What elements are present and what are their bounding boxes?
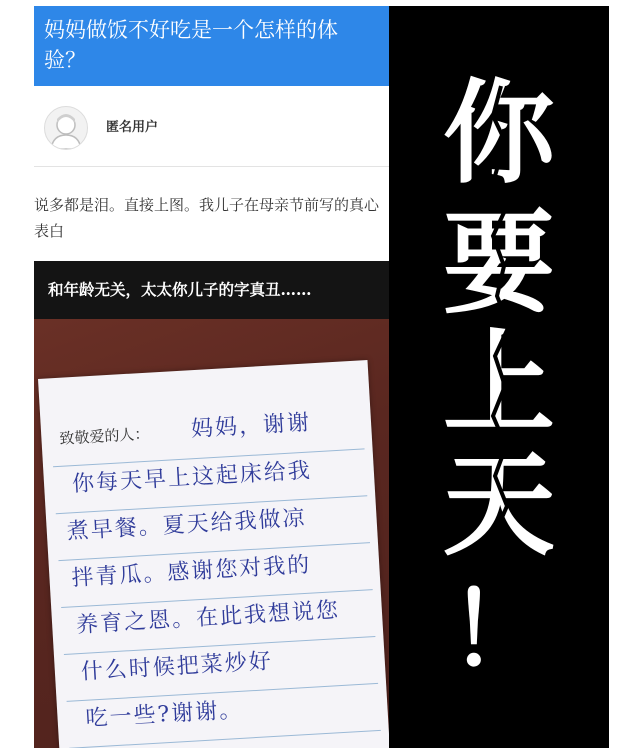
user-name[interactable]: 匿名用户 bbox=[106, 120, 159, 135]
letter-line-3: 煮早餐。夏天给我做凉 bbox=[66, 505, 308, 545]
banner-panel bbox=[389, 6, 609, 748]
handwritten-letter bbox=[38, 360, 389, 748]
letter-line-2: 你每天早上这起床给我 bbox=[71, 458, 313, 498]
banner-char-5: ！ bbox=[449, 572, 549, 689]
zhihu-answer-panel bbox=[34, 6, 389, 748]
letter-photo bbox=[34, 319, 389, 748]
letter-salutation: 致敬爱的人： bbox=[58, 424, 150, 448]
banner-char-1: 你 bbox=[443, 69, 555, 199]
banner-char-3: 上 bbox=[443, 319, 555, 449]
question-header bbox=[34, 6, 389, 86]
banner-char-4: 天 bbox=[443, 441, 555, 571]
letter-line-6: 什么时候把菜炒好 bbox=[80, 648, 274, 685]
question-title[interactable]: 妈妈做饭不好吃是一个怎样的体验？ bbox=[44, 18, 338, 72]
answer-text: 说多都是泪。直接上图。我儿子在母亲节前写的真心表白 bbox=[34, 196, 380, 240]
banner-char-2: 要 bbox=[443, 199, 555, 329]
anonymous-avatar-icon[interactable] bbox=[44, 106, 88, 150]
letter-line-1: 妈妈，谢谢 bbox=[190, 410, 312, 443]
letter-line-5: 养育之恩。在此我想说您 bbox=[75, 598, 341, 639]
letter-line-7: 吃一些?谢谢。 bbox=[84, 697, 244, 732]
letter-line-4: 拌青瓜。感谢您对我的 bbox=[70, 552, 312, 592]
meme-caption: 和年龄无关，太太你儿子的字真丑…… bbox=[48, 280, 312, 299]
